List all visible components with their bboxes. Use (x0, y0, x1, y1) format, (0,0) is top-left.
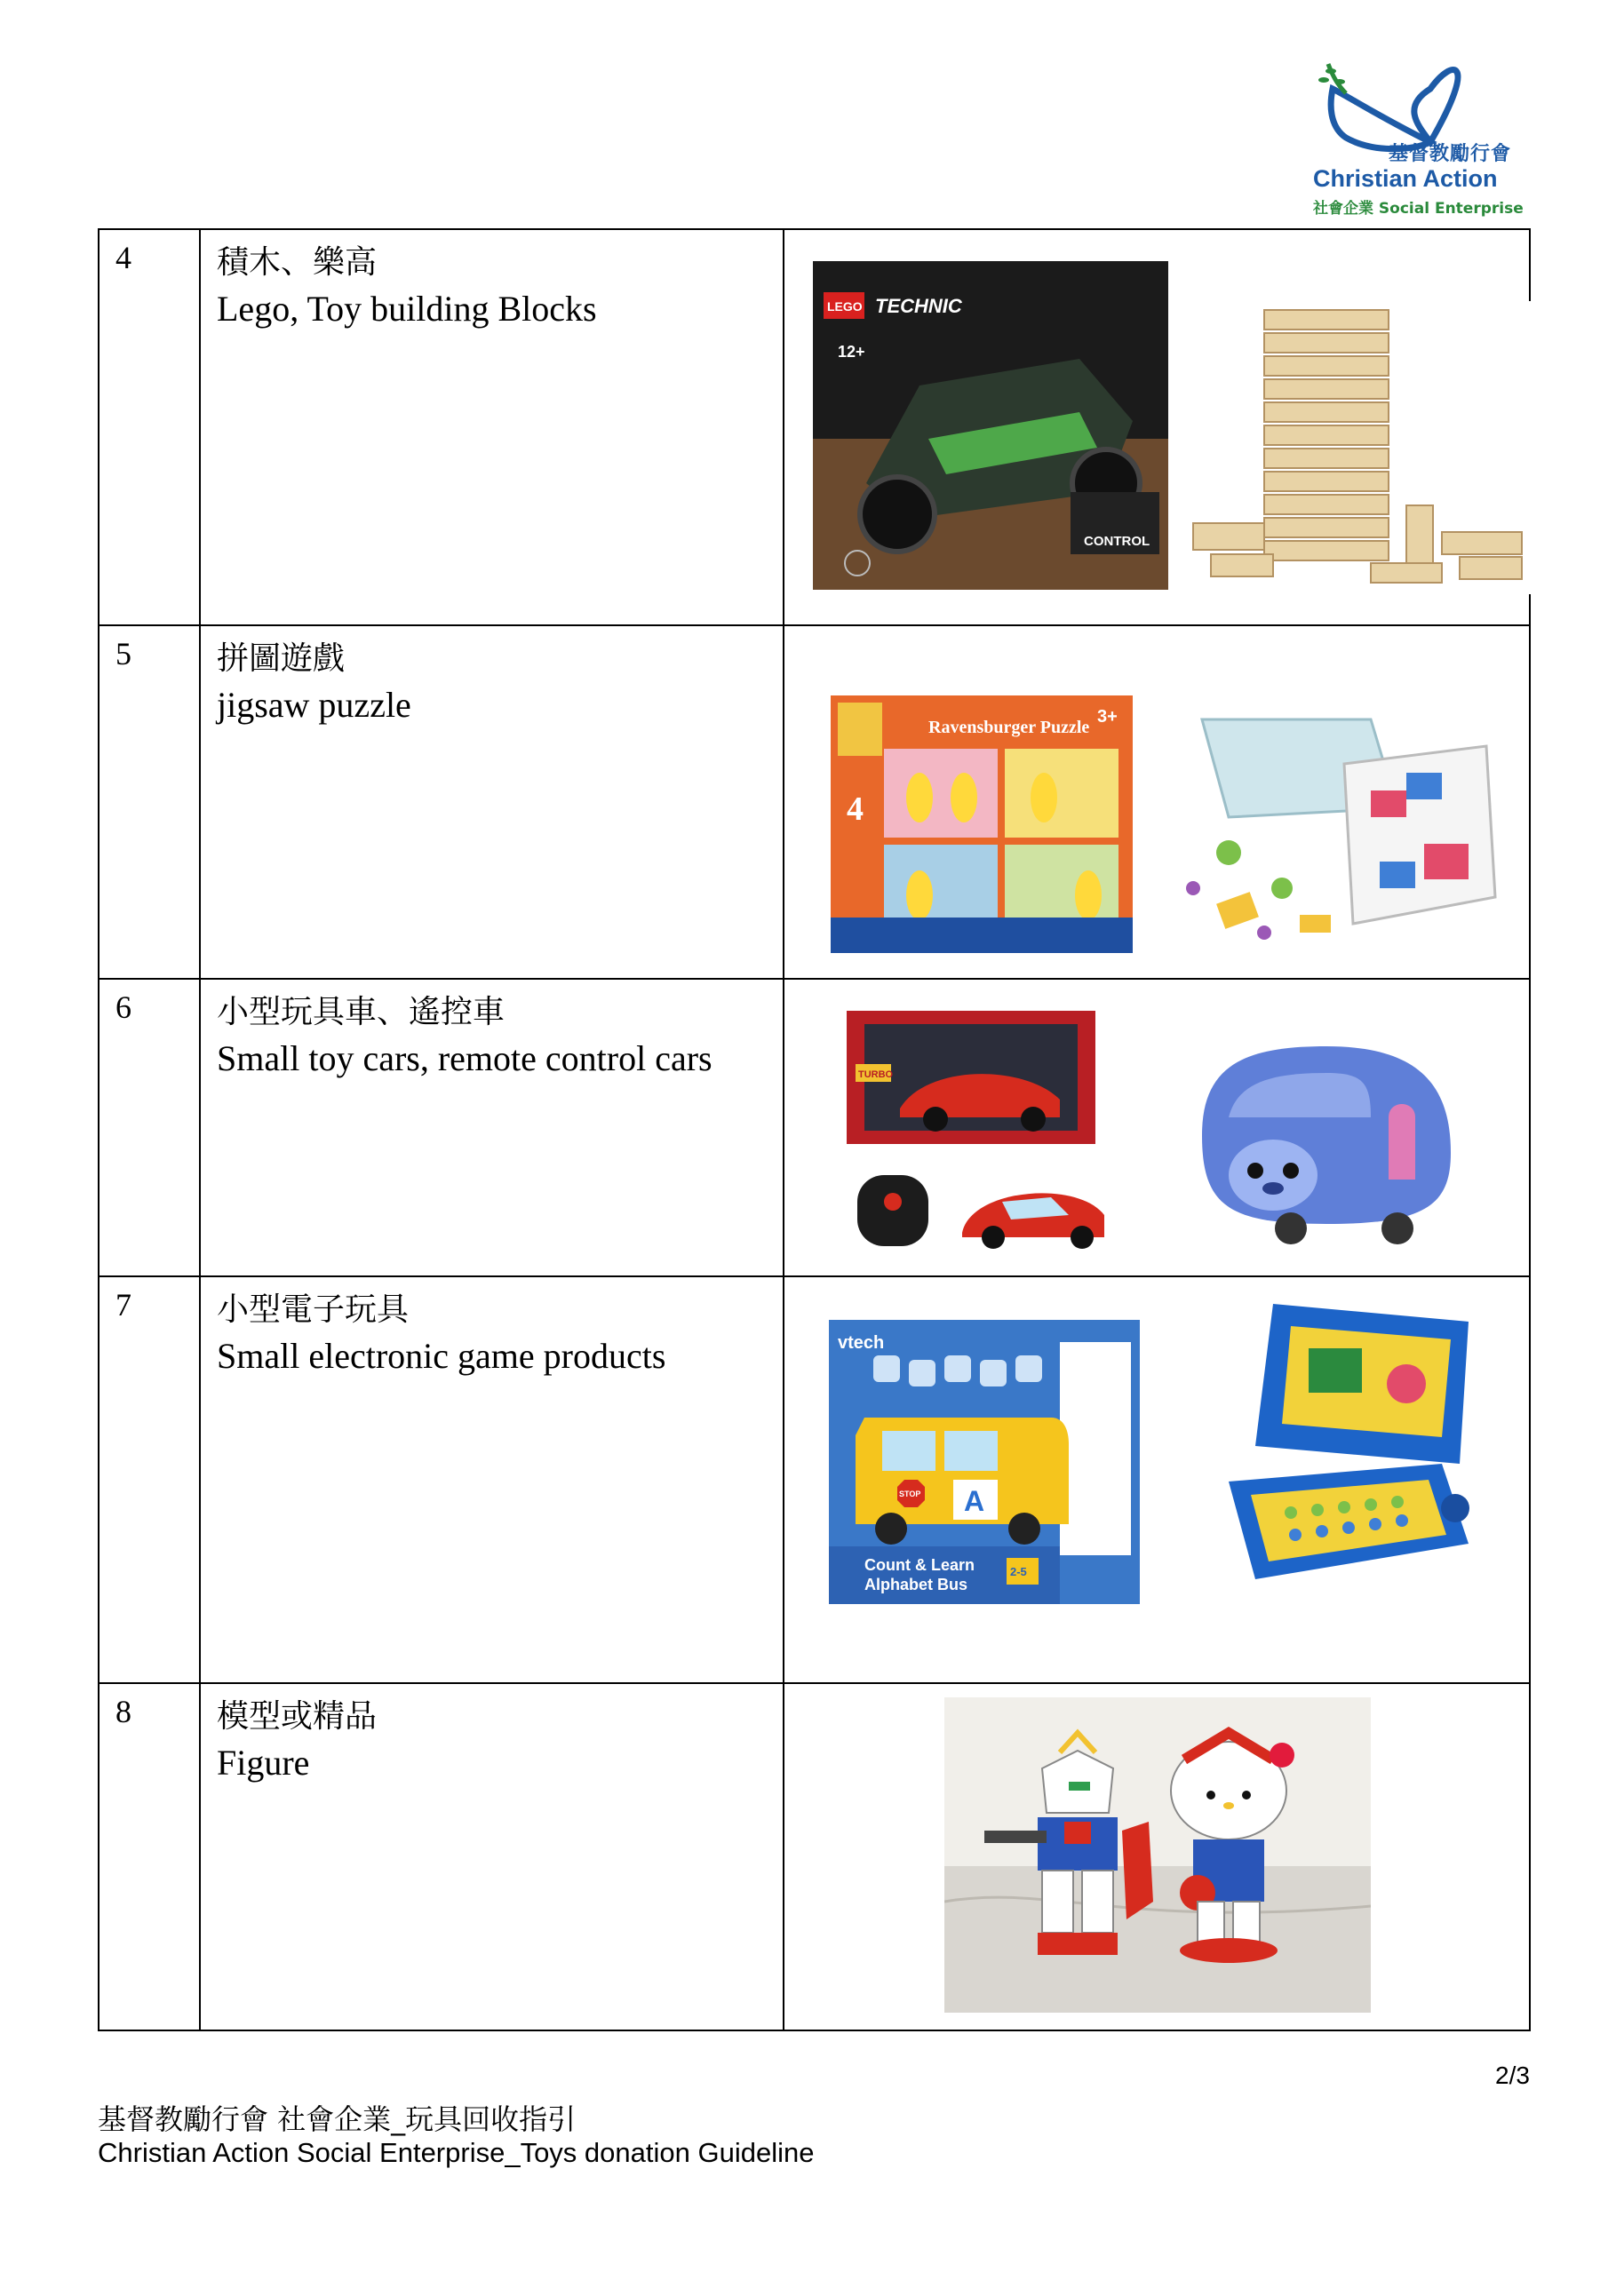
lego-control-text: CONTROL (1084, 534, 1150, 549)
description-cell (200, 229, 784, 625)
vtech-alphabet-bus-image (829, 1320, 1158, 1635)
images-cell (784, 229, 1530, 625)
puzzle-count-text: 4 (847, 790, 864, 828)
row-number: 7 (115, 1287, 131, 1323)
item-name-zh: 積木、樂高 (217, 244, 378, 281)
bus-age-text: 2-5 (1010, 1565, 1027, 1578)
bus-letter-text: A (964, 1485, 985, 1517)
bus-title-1-text: Count & Learn (864, 1556, 975, 1574)
row-number-cell (99, 1276, 200, 1683)
images-cell (784, 1276, 1530, 1683)
org-subtitle: 社會企業 Social Enterprise (1313, 200, 1524, 218)
row-number-cell (99, 1683, 200, 2030)
item-name-en: Small toy cars, remote control cars (217, 1038, 712, 1078)
org-name-zh: 基督教勵行會 (1389, 143, 1512, 165)
row-number-cell (99, 229, 200, 625)
table-row (99, 1276, 1530, 1683)
item-name-en: Figure (217, 1743, 310, 1783)
bus-stop-text: STOP (899, 1490, 921, 1498)
logo (1297, 53, 1528, 222)
item-name-zh: 模型或精品 (217, 1698, 378, 1735)
lego-technic-box-image (813, 261, 1168, 590)
puzzle-age-text: 3+ (1097, 707, 1118, 727)
images-cell (784, 979, 1530, 1276)
item-name-zh: 拼圖遊戲 (217, 640, 346, 677)
bus-title-2-text: Alphabet Bus (864, 1576, 968, 1593)
item-name-zh: 小型玩具車、遙控車 (217, 994, 506, 1030)
item-name-zh: 小型電子玩具 (217, 1291, 410, 1328)
row-number-cell (99, 625, 200, 979)
description-cell (200, 1683, 784, 2030)
row-number: 5 (115, 636, 131, 671)
tsum-tsum-car-image (1175, 1029, 1469, 1251)
footer-title-zh: 基督教勵行會 社會企業_玩具回收指引 (98, 2102, 577, 2136)
description-cell (200, 1276, 784, 1683)
pegboard-puzzle-set-image (1166, 711, 1504, 950)
images-cell (784, 625, 1530, 979)
table-row (99, 229, 1530, 625)
table-row (99, 979, 1530, 1276)
vtech-brand-text: vtech (838, 1333, 885, 1353)
lego-brand-text: LEGO (827, 299, 863, 314)
rc-car-box-image (847, 1011, 1158, 1259)
lego-line-text: TECHNIC (875, 295, 962, 317)
table-row (99, 625, 1530, 979)
wooden-block-tower-image (1175, 301, 1540, 594)
lego-age-text: 12+ (838, 343, 865, 361)
page-number: 2/3 (1495, 2062, 1530, 2089)
table-row (99, 1683, 1530, 2030)
item-name-en: Lego, Toy building Blocks (217, 289, 597, 329)
item-name-en: Small electronic game products (217, 1336, 666, 1376)
vtech-kids-laptop-image (1202, 1295, 1486, 1601)
row-number: 8 (115, 1694, 131, 1729)
description-cell (200, 625, 784, 979)
puzzle-title-text: Ravensburger Puzzle (928, 718, 1090, 737)
footer-title-en: Christian Action Social Enterprise_Toys donation Guideline (98, 2137, 815, 2168)
gundam-figure-photo-image (944, 1697, 1371, 2013)
images-cell (784, 1683, 1530, 2030)
rc-badge-text: TURBO (858, 1069, 894, 1080)
item-name-en: jigsaw puzzle (217, 685, 411, 725)
description-cell (200, 979, 784, 1276)
ravensburger-puzzle-box-image (831, 695, 1133, 953)
row-number-cell (99, 979, 200, 1276)
toy-donation-table (98, 228, 1531, 2031)
org-name-en: Christian Action (1313, 165, 1498, 192)
row-number: 6 (115, 989, 131, 1025)
row-number: 4 (115, 240, 131, 275)
